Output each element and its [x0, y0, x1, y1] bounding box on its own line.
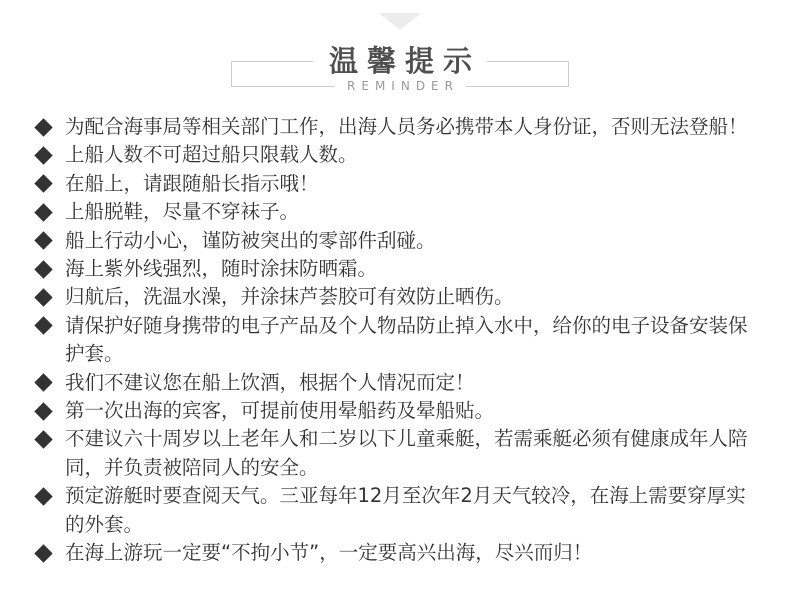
tip-text: 海上紫外线强烈，随时涂抹防晒霜。 — [65, 257, 378, 281]
diamond-bullet-icon — [34, 118, 52, 136]
tips-list — [37, 113, 757, 568]
tip-item — [37, 141, 755, 169]
tip-text: 在船上，请跟随船长指示哦！ — [65, 171, 319, 195]
tip-item — [37, 482, 755, 539]
tip-item — [37, 113, 755, 141]
diamond-bullet-icon — [34, 288, 52, 306]
diamond-bullet-icon — [34, 373, 52, 391]
tip-text: 上船人数不可超过船只限载人数。 — [65, 143, 358, 167]
tip-item — [37, 198, 755, 226]
title-frame — [231, 44, 569, 93]
tip-item — [37, 539, 755, 567]
page-subtitle: REMINDER — [335, 79, 465, 94]
tip-text: 第一次出海的宾客，可提前使用晕船药及晕船贴。 — [65, 399, 495, 423]
reminder-page — [0, 13, 800, 596]
tip-text: 船上行动小心，谨防被突出的零部件刮碰。 — [65, 228, 436, 252]
tip-text: 归航后，洗温水澡，并涂抹芦荟胶可有效防止晒伤。 — [65, 285, 514, 309]
diamond-bullet-icon — [34, 231, 52, 249]
tip-item — [37, 255, 755, 283]
diamond-bullet-icon — [34, 430, 52, 448]
tip-text: 预定游艇时要查阅天气。三亚每年12月至次年2月天气较冷，在海上需要穿厚实的外套。 — [65, 484, 746, 536]
tip-text: 我们不建议您在船上饮酒，根据个人情况而定！ — [65, 370, 475, 394]
page-header — [0, 13, 800, 93]
tip-text: 为配合海事局等相关部门工作，出海人员务必携带本人身份证，否则无法登船！ — [65, 115, 748, 138]
diamond-bullet-icon — [34, 544, 52, 562]
diamond-bullet-icon — [34, 260, 52, 278]
tip-item — [37, 312, 755, 369]
tip-text: 上船脱鞋，尽量不穿袜子。 — [65, 200, 300, 224]
down-triangle-icon — [379, 13, 421, 30]
tip-text: 不建议六十周岁以上老年人和二岁以下儿童乘艇，若需乘艇必须有健康成年人陪同，并负责被陪同人的安全。 — [65, 427, 748, 479]
tip-item — [37, 369, 755, 397]
diamond-bullet-icon — [34, 146, 52, 164]
tip-item — [37, 283, 755, 311]
tip-text: 请保护好随身携带的电子产品及个人物品防止掉入水中，给你的电子设备安装保护套。 — [65, 313, 748, 366]
diamond-bullet-icon — [34, 175, 52, 193]
page-title: 温馨提示 — [313, 45, 487, 78]
diamond-bullet-icon — [34, 317, 52, 335]
diamond-bullet-icon — [34, 487, 52, 505]
tip-item — [37, 397, 755, 425]
diamond-bullet-icon — [34, 402, 52, 420]
tip-text: 在海上游玩一定要“不拘小节”，一定要高兴出海，尽兴而归！ — [65, 541, 593, 565]
tip-item — [37, 170, 755, 198]
tip-item — [37, 227, 755, 255]
diamond-bullet-icon — [34, 203, 52, 221]
tip-item — [37, 425, 755, 482]
